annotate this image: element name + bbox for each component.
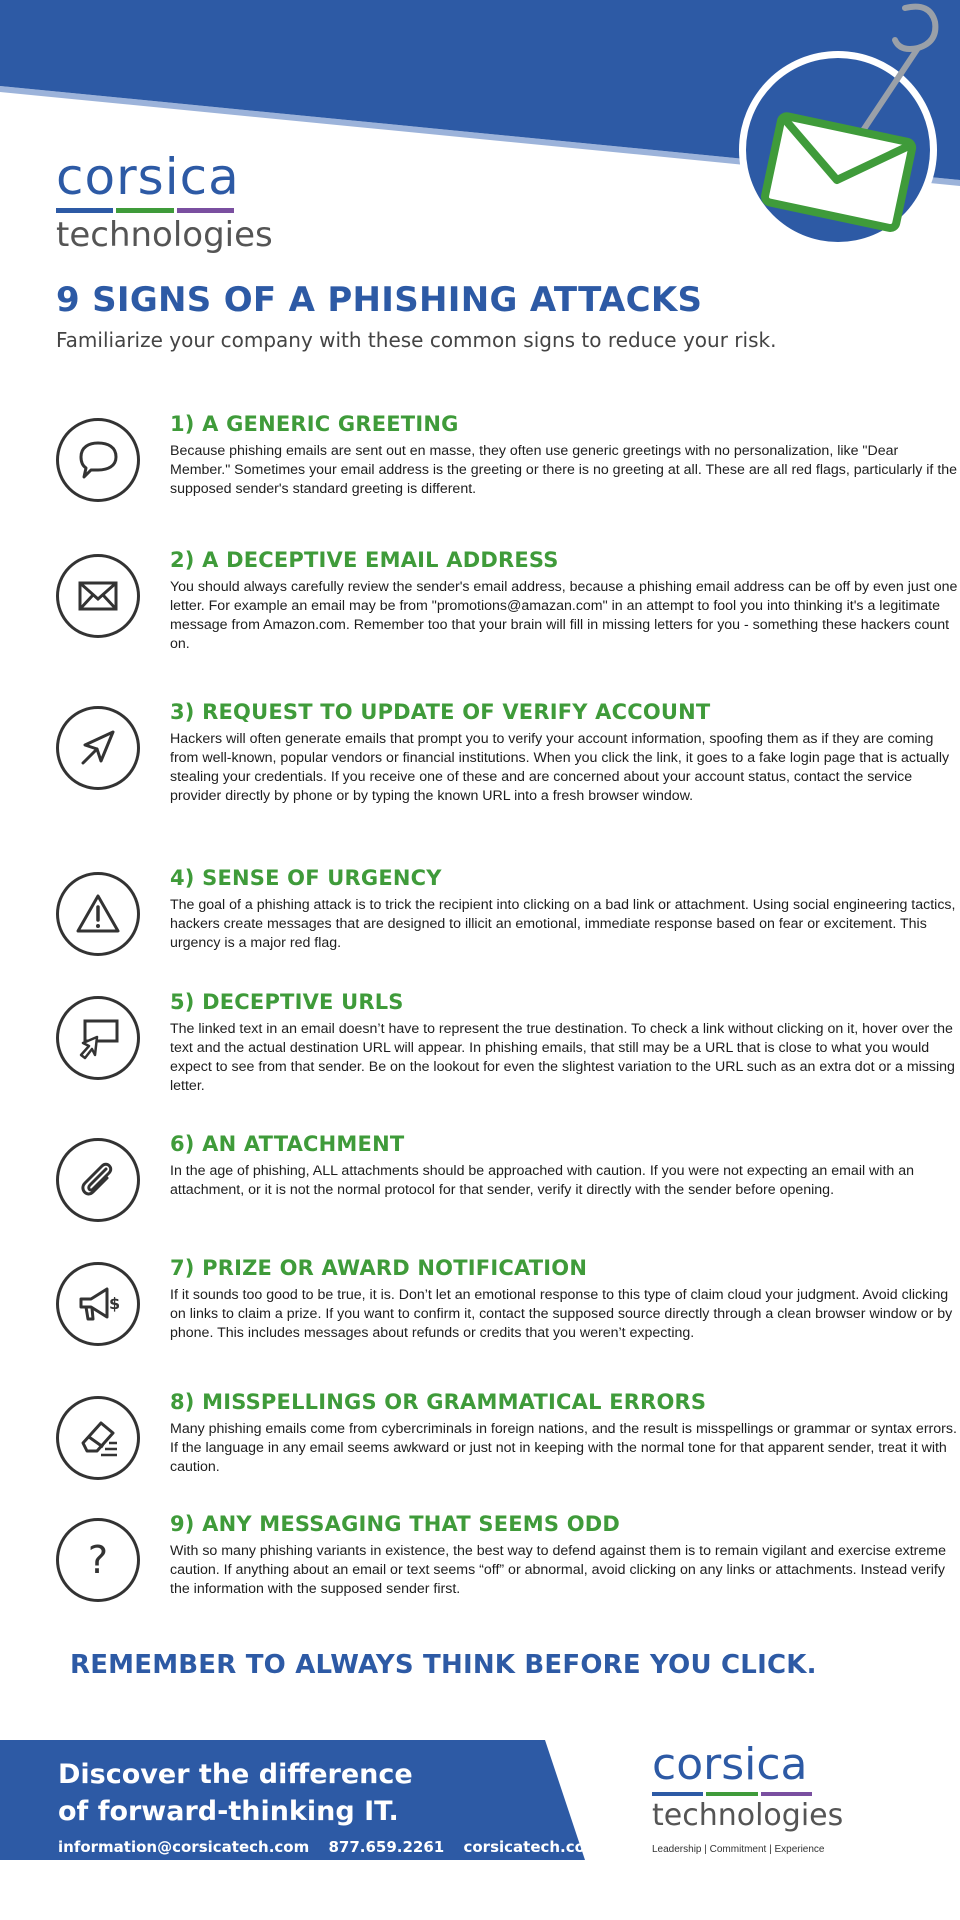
footer-brand-logo (652, 1739, 844, 1855)
sign-body: You should always carefully review the sender's email address, because a phishing email address can be off by even just one letter. For example an email may be from "promotions@amazan.com" in an attempt to fool you into thinking it's a legitimate message from Amazon.com. Remember too that your brain will fill in missing letters for you - something these hackers count on. (170, 579, 958, 652)
sign-title: 1) A GENERIC GREETING (170, 412, 459, 436)
sign-title: 8) MISSPELLINGS OR GRAMMATICAL ERRORS (170, 1390, 707, 1414)
sign-body: Because phishing emails are sent out en masse, they often use generic greetings with no personalization, like "Dear Member." Sometimes your email address is the greeting or there is no greeting at all. These are all red flags, particularly if the supposed sender's standard greeting is different. (170, 443, 958, 497)
footer-brand-color-bars (652, 1792, 812, 1796)
page-title: 9 SIGNS OF A PHISHING ATTACKS (56, 280, 703, 320)
brand-sub: technologies (56, 215, 273, 255)
footer-tagline-line1: Discover the difference (58, 1759, 413, 1790)
sign-body: Hackers will often generate emails that prompt you to verify your account information, spoofing them as if they are coming from well-known, popular vendors or financial institutions. When you click the link, it goes to a fake login page that is actually stealing your credentials. If you receive one of these and are concerned about your account status, contact the service provider directly by phone or by typing the known URL into a fresh browser window. (170, 731, 950, 804)
sign-body: In the age of phishing, ALL attachments should be approached with caution. If you were not expecting an email with an attachment, or it is not the normal protocol for that sender, verify it directly with the sender before opening. (170, 1163, 915, 1198)
footer-phone-link[interactable]: 877.659.2261 (328, 1838, 445, 1856)
brand-name: corsica (56, 148, 240, 206)
warning-triangle-icon (56, 872, 140, 956)
brand-color-bars (56, 208, 234, 213)
svg-text:?: ? (87, 1538, 109, 1582)
sign-body: The linked text in an email doesn’t have to represent the true destination. To check a link without clicking on it, hover over the text and the actual destination URL will appear. In phishing emails, that still may be a URL that is close to what you would expect to see from that sender. Be on the lookout for even the slightest variation to the URL such as an extra dot or a missing letter. (170, 1021, 955, 1094)
sign-body: If it sounds too good to be true, it is. Don’t let an emotional response to this type of claim cloud your judgment. Avoid clicking on links to claim a prize. If you want to confirm it, contact the supposed source directly through a clean browser window or by phone. This includes messages about refunds or credits that you weren’t expecting. (170, 1287, 953, 1341)
speech-bubble-icon (56, 418, 140, 502)
envelope-icon (56, 554, 140, 638)
sign-title: 4) SENSE OF URGENCY (170, 866, 442, 890)
footer-brand-sub: technologies (652, 1798, 844, 1833)
svg-text:$: $ (109, 1294, 121, 1313)
question-mark-icon (56, 1518, 140, 1602)
footer-brand-name: corsica (652, 1739, 808, 1790)
sign-title: 3) REQUEST TO UPDATE OF VERIFY ACCOUNT (170, 700, 711, 724)
sign-body: Many phishing emails come from cybercriminals in foreign nations, and the result is misspellings or grammar or syntax errors. If the language in any email seems awkward or just not in keeping with the normal tone for that apparent sender, treat it with caution. (170, 1421, 957, 1475)
footer-website-link[interactable]: corsicatech.com (463, 1838, 601, 1856)
paperclip-icon (56, 1138, 140, 1222)
footer-brand-tagline: Leadership | Commitment | Experience (652, 1844, 825, 1855)
eraser-icon (56, 1396, 140, 1480)
sign-title: 6) AN ATTACHMENT (170, 1132, 405, 1156)
remember-banner: REMEMBER TO ALWAYS THINK BEFORE YOU CLICK. (70, 1650, 817, 1680)
sign-body: With so many phishing variants in existence, the best way to defend against them is to remain vigilant and exercise extreme caution. If anything about an email or text seems “off” or abnormal, avoid clicking on any links or attachments. Instead verify the information with the supposed sender first. (170, 1543, 946, 1597)
footer-tagline (58, 1756, 413, 1830)
footer-contact (58, 1838, 615, 1856)
sign-body: The goal of a phishing attack is to trick the recipient into clicking on a bad link or attachment. Using social engineering tactics, hackers create messages that are designed to illicit an emotional, immediate response based on fear or excitement. This urgency is a major red flag. (170, 897, 956, 951)
brand-logo (56, 148, 273, 255)
sign-title: 5) DECEPTIVE URLS (170, 990, 404, 1014)
sign-title: 9) ANY MESSAGING THAT SEEMS ODD (170, 1512, 621, 1536)
sign-title: 2) A DECEPTIVE EMAIL ADDRESS (170, 548, 559, 572)
footer-tagline-line2: of forward-thinking IT. (58, 1796, 399, 1827)
footer-email-link[interactable]: information@corsicatech.com (58, 1838, 310, 1856)
cursor-arrow-icon (56, 706, 140, 790)
click-link-icon (56, 996, 140, 1080)
megaphone-icon (56, 1262, 140, 1346)
page-subtitle: Familiarize your company with these common signs to reduce your risk. (56, 328, 777, 352)
sign-title: 7) PRIZE OR AWARD NOTIFICATION (170, 1256, 588, 1280)
